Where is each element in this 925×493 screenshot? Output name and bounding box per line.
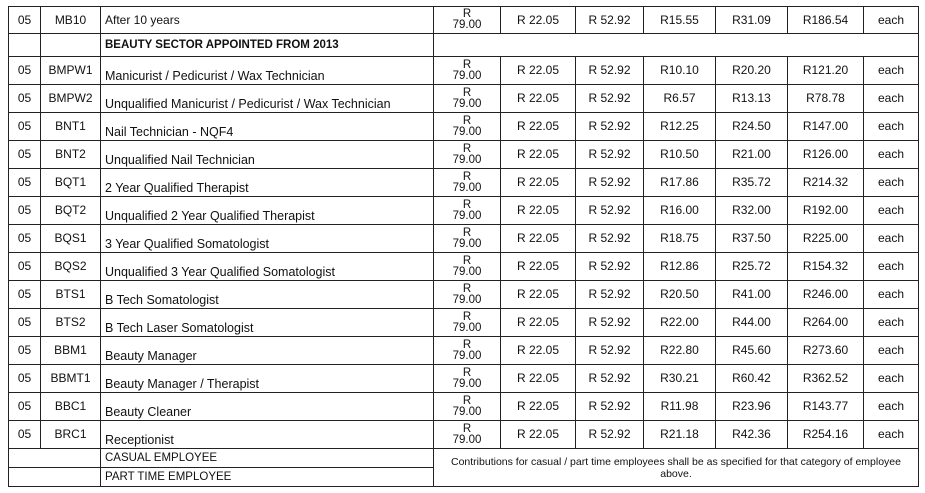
contribution-2: R 52.92: [576, 113, 644, 141]
category-description: 3 Year Qualified Somatologist: [101, 225, 434, 253]
contribution-2: R 52.92: [576, 169, 644, 197]
category-description: Unqualified 3 Year Qualified Somatologist: [101, 253, 434, 281]
category-code: BRC1: [41, 421, 101, 449]
category-code: BNT2: [41, 141, 101, 169]
contribution-3: R22.80: [644, 337, 716, 365]
contribution-5: R192.00: [788, 197, 864, 225]
base-rate: [434, 113, 501, 141]
base-rate: [434, 393, 501, 421]
contribution-3: R10.10: [644, 57, 716, 85]
currency-symbol: R: [462, 338, 472, 351]
currency-symbol: R: [462, 58, 472, 71]
row-number: 05: [9, 253, 41, 281]
contribution-4: R21.00: [716, 141, 788, 169]
currency-symbol: R: [462, 198, 472, 211]
category-code: BTS2: [41, 309, 101, 337]
contribution-5: R362.52: [788, 365, 864, 393]
contribution-5: R143.77: [788, 393, 864, 421]
category-code: BNT1: [41, 113, 101, 141]
contribution-4: R24.50: [716, 113, 788, 141]
currency-symbol: R: [462, 114, 472, 127]
category-description: B Tech Laser Somatologist: [101, 309, 434, 337]
contribution-5: R121.20: [788, 57, 864, 85]
unit: each: [864, 421, 919, 449]
category-description: After 10 years: [101, 7, 434, 34]
base-rate: [434, 365, 501, 393]
contributions-note: Contributions for casual / part time employees shall be as specified for that category of employee above.: [434, 449, 919, 487]
row-number: 05: [9, 141, 41, 169]
table-row: [9, 309, 919, 337]
rate-value: 79.00: [452, 433, 482, 446]
empty-cell: [9, 34, 41, 57]
contribution-1: R 22.05: [501, 141, 576, 169]
rate-value: 79.00: [452, 293, 482, 306]
unit: each: [864, 309, 919, 337]
currency-symbol: R: [462, 422, 472, 435]
rate-value: 79.00: [452, 265, 482, 278]
rate-value: 79.00: [452, 153, 482, 166]
category-description: Beauty Manager: [101, 337, 434, 365]
section-title: BEAUTY SECTOR APPOINTED FROM 2013: [101, 34, 434, 57]
unit: each: [864, 7, 919, 34]
table-row: [9, 365, 919, 393]
contribution-4: R13.13: [716, 85, 788, 113]
base-rate: [434, 225, 501, 253]
contribution-5: R214.32: [788, 169, 864, 197]
row-number: 05: [9, 113, 41, 141]
unit: each: [864, 225, 919, 253]
table-row: [9, 169, 919, 197]
row-number: 05: [9, 169, 41, 197]
category-description: Manicurist / Pedicurist / Wax Technician: [101, 57, 434, 85]
rate-value: 79.00: [452, 97, 482, 110]
contribution-5: R273.60: [788, 337, 864, 365]
base-rate: [434, 85, 501, 113]
contribution-3: R16.00: [644, 197, 716, 225]
row-number: 05: [9, 337, 41, 365]
contribution-5: R154.32: [788, 253, 864, 281]
currency-symbol: R: [462, 170, 472, 183]
category-code: BTS1: [41, 281, 101, 309]
row-number: 05: [9, 57, 41, 85]
table-row: [9, 7, 919, 34]
category-description: Unqualified 2 Year Qualified Therapist: [101, 197, 434, 225]
category-code: BQT2: [41, 197, 101, 225]
contribution-4: R23.96: [716, 393, 788, 421]
currency-symbol: R: [462, 282, 472, 295]
contribution-4: R42.36: [716, 421, 788, 449]
contribution-2: R 52.92: [576, 225, 644, 253]
contribution-2: R 52.92: [576, 197, 644, 225]
unit: each: [864, 113, 919, 141]
contribution-5: R225.00: [788, 225, 864, 253]
contribution-3: R15.55: [644, 7, 716, 34]
category-description: 2 Year Qualified Therapist: [101, 169, 434, 197]
contribution-1: R 22.05: [501, 393, 576, 421]
empty-cell: [41, 34, 101, 57]
unit: each: [864, 169, 919, 197]
contribution-4: R31.09: [716, 7, 788, 34]
unit: each: [864, 393, 919, 421]
casual-label: CASUAL EMPLOYEE: [101, 449, 434, 468]
contribution-4: R60.42: [716, 365, 788, 393]
contribution-5: R264.00: [788, 309, 864, 337]
contribution-1: R 22.05: [501, 309, 576, 337]
contribution-1: R 22.05: [501, 281, 576, 309]
contribution-2: R 52.92: [576, 393, 644, 421]
rate-value: 79.00: [452, 377, 482, 390]
base-rate: [434, 57, 501, 85]
contribution-5: R78.78: [788, 85, 864, 113]
table-row: [9, 85, 919, 113]
empty-cell: [434, 34, 919, 57]
currency-symbol: R: [462, 366, 472, 379]
base-rate: [434, 421, 501, 449]
unit: each: [864, 365, 919, 393]
currency-symbol: R: [462, 394, 472, 407]
table-row: [9, 393, 919, 421]
contribution-4: R32.00: [716, 197, 788, 225]
table-row: [9, 225, 919, 253]
row-number: 05: [9, 85, 41, 113]
contribution-2: R 52.92: [576, 57, 644, 85]
part-time-label: PART TIME EMPLOYEE: [101, 468, 434, 487]
contribution-3: R18.75: [644, 225, 716, 253]
contribution-5: R246.00: [788, 281, 864, 309]
row-number: 05: [9, 281, 41, 309]
category-description: Unqualified Nail Technician: [101, 141, 434, 169]
contribution-5: R126.00: [788, 141, 864, 169]
rate-value: 79.00: [452, 19, 482, 31]
base-rate: [434, 169, 501, 197]
contribution-2: R 52.92: [576, 253, 644, 281]
contribution-1: R 22.05: [501, 85, 576, 113]
currency-symbol: R: [462, 8, 472, 20]
row-number: 05: [9, 197, 41, 225]
empty-cell: [9, 449, 101, 468]
currency-symbol: R: [462, 142, 472, 155]
rate-value: 79.00: [452, 321, 482, 334]
category-code: BBM1: [41, 337, 101, 365]
unit: each: [864, 85, 919, 113]
base-rate: [434, 253, 501, 281]
base-rate: [434, 141, 501, 169]
contribution-2: R 52.92: [576, 281, 644, 309]
category-code: MB10: [41, 7, 101, 34]
contribution-4: R41.00: [716, 281, 788, 309]
rates-table: [8, 6, 919, 487]
contribution-4: R35.72: [716, 169, 788, 197]
contribution-3: R17.86: [644, 169, 716, 197]
contribution-3: R12.25: [644, 113, 716, 141]
category-description: Beauty Manager / Therapist: [101, 365, 434, 393]
table-row: [9, 281, 919, 309]
unit: each: [864, 197, 919, 225]
contribution-4: R45.60: [716, 337, 788, 365]
category-code: BBC1: [41, 393, 101, 421]
table-row: [9, 141, 919, 169]
contribution-4: R44.00: [716, 309, 788, 337]
table-row: [9, 337, 919, 365]
rate-value: 79.00: [452, 69, 482, 82]
contribution-3: R6.57: [644, 85, 716, 113]
row-number: 05: [9, 393, 41, 421]
rate-value: 79.00: [452, 209, 482, 222]
contribution-2: R 52.92: [576, 85, 644, 113]
base-rate: [434, 309, 501, 337]
category-code: BQS1: [41, 225, 101, 253]
contribution-3: R21.18: [644, 421, 716, 449]
category-code: BMPW2: [41, 85, 101, 113]
contribution-3: R10.50: [644, 141, 716, 169]
contribution-1: R 22.05: [501, 225, 576, 253]
contribution-2: R 52.92: [576, 337, 644, 365]
contribution-1: R 22.05: [501, 253, 576, 281]
unit: each: [864, 281, 919, 309]
table-row: [9, 57, 919, 85]
base-rate: [434, 7, 501, 34]
rate-value: 79.00: [452, 237, 482, 250]
contribution-4: R37.50: [716, 225, 788, 253]
contribution-1: R 22.05: [501, 57, 576, 85]
contribution-2: R 52.92: [576, 141, 644, 169]
table-row: [9, 421, 919, 449]
contribution-1: R 22.05: [501, 337, 576, 365]
contribution-5: R186.54: [788, 7, 864, 34]
contribution-1: R 22.05: [501, 169, 576, 197]
category-code: BQS2: [41, 253, 101, 281]
table-row: [9, 197, 919, 225]
contribution-2: R 52.92: [576, 421, 644, 449]
currency-symbol: R: [462, 86, 472, 99]
category-code: BQT1: [41, 169, 101, 197]
base-rate: [434, 337, 501, 365]
row-number: 05: [9, 421, 41, 449]
base-rate: [434, 281, 501, 309]
contribution-4: R25.72: [716, 253, 788, 281]
contribution-5: R254.16: [788, 421, 864, 449]
contribution-3: R12.86: [644, 253, 716, 281]
category-description: Nail Technician - NQF4: [101, 113, 434, 141]
contribution-1: R 22.05: [501, 7, 576, 34]
section-row: [9, 34, 919, 57]
category-description: B Tech Somatologist: [101, 281, 434, 309]
category-code: BMPW1: [41, 57, 101, 85]
table-row: [9, 253, 919, 281]
rate-value: 79.00: [452, 405, 482, 418]
category-description: Beauty Cleaner: [101, 393, 434, 421]
contribution-1: R 22.05: [501, 365, 576, 393]
contribution-3: R20.50: [644, 281, 716, 309]
contribution-1: R 22.05: [501, 197, 576, 225]
contribution-2: R 52.92: [576, 309, 644, 337]
casual-row: [9, 449, 919, 468]
category-code: BBMT1: [41, 365, 101, 393]
contribution-2: R 52.92: [576, 7, 644, 34]
table-row: [9, 113, 919, 141]
currency-symbol: R: [462, 226, 472, 239]
empty-cell: [9, 468, 101, 487]
contribution-3: R30.21: [644, 365, 716, 393]
unit: each: [864, 253, 919, 281]
row-number: 05: [9, 225, 41, 253]
rate-value: 79.00: [452, 349, 482, 362]
category-description: Receptionist: [101, 421, 434, 449]
row-number: 05: [9, 365, 41, 393]
contribution-5: R147.00: [788, 113, 864, 141]
contribution-4: R20.20: [716, 57, 788, 85]
contribution-1: R 22.05: [501, 421, 576, 449]
unit: each: [864, 337, 919, 365]
row-number: 05: [9, 309, 41, 337]
contribution-2: R 52.92: [576, 365, 644, 393]
currency-symbol: R: [462, 254, 472, 267]
contribution-3: R22.00: [644, 309, 716, 337]
rate-value: 79.00: [452, 181, 482, 194]
unit: each: [864, 141, 919, 169]
contribution-1: R 22.05: [501, 113, 576, 141]
category-description: Unqualified Manicurist / Pedicurist / Wax Technician: [101, 85, 434, 113]
currency-symbol: R: [462, 310, 472, 323]
rate-value: 79.00: [452, 125, 482, 138]
contribution-3: R11.98: [644, 393, 716, 421]
base-rate: [434, 197, 501, 225]
row-number: 05: [9, 7, 41, 34]
unit: each: [864, 57, 919, 85]
